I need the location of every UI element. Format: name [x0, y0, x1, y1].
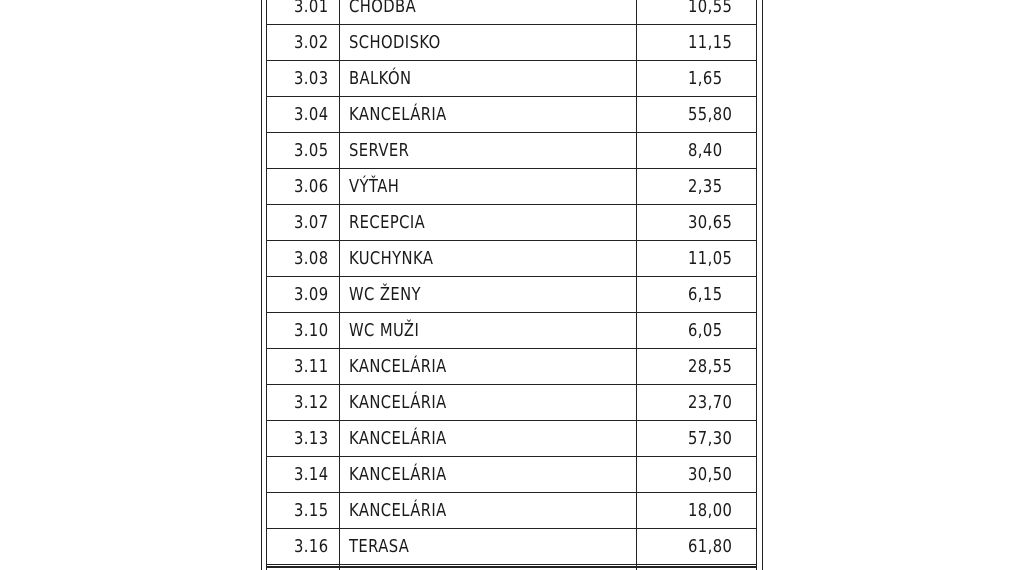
room-number: 3.06: [294, 176, 329, 197]
room-name: TERASA: [349, 536, 410, 557]
room-schedule-table: [266, 0, 757, 565]
room-area: 6,15: [688, 284, 723, 305]
room-area: 30,65: [688, 212, 733, 233]
table-row: [266, 529, 757, 565]
room-area: 28,55: [688, 356, 733, 377]
table-row: [266, 25, 757, 61]
room-number: 3.04: [294, 104, 329, 125]
room-number: 3.16: [294, 536, 329, 557]
room-name: KANCELÁRIA: [349, 500, 447, 521]
room-area: 61,80: [688, 536, 733, 557]
table-row: [266, 205, 757, 241]
room-area: 8,40: [688, 140, 723, 161]
room-area: 30,50: [688, 464, 733, 485]
room-number: 3.08: [294, 248, 329, 269]
room-number: 3.10: [294, 320, 329, 341]
room-number: 3.13: [294, 428, 329, 449]
room-name: KANCELÁRIA: [349, 392, 447, 413]
room-area: 57,30: [688, 428, 733, 449]
room-number: 3.11: [294, 356, 329, 377]
room-name: VÝŤAH: [349, 176, 400, 197]
room-number: 3.03: [294, 68, 329, 89]
outer-frame-left-line: [261, 0, 262, 570]
room-area: 11,05: [688, 248, 733, 269]
room-number: 3.15: [294, 500, 329, 521]
table-row: [266, 97, 757, 133]
table-row: [266, 313, 757, 349]
table-bottom-line: [266, 566, 757, 568]
table-row: [266, 493, 757, 529]
room-number: 3.02: [294, 32, 329, 53]
room-name: KANCELÁRIA: [349, 104, 447, 125]
outer-frame-right-line: [762, 0, 763, 570]
table-row: [266, 0, 757, 25]
room-area: 2,35: [688, 176, 723, 197]
table-row: [266, 277, 757, 313]
table-row: [266, 385, 757, 421]
room-name: WC MUŽI: [349, 320, 420, 341]
room-name: WC ŽENY: [349, 284, 421, 305]
room-area: 18,00: [688, 500, 733, 521]
room-area: 10,55: [688, 0, 733, 17]
room-number: 3.07: [294, 212, 329, 233]
room-number: 3.09: [294, 284, 329, 305]
room-area: 1,65: [688, 68, 723, 89]
room-area: 23,70: [688, 392, 733, 413]
table-row: [266, 421, 757, 457]
room-name: CHODBA: [349, 0, 417, 17]
room-name: RECEPCIA: [349, 212, 426, 233]
room-name: KUCHYNKA: [349, 248, 434, 269]
room-area: 11,15: [688, 32, 733, 53]
room-name: KANCELÁRIA: [349, 428, 447, 449]
table-row: [266, 241, 757, 277]
room-name: KANCELÁRIA: [349, 356, 447, 377]
room-number: 3.14: [294, 464, 329, 485]
room-name: SERVER: [349, 140, 410, 161]
table-row: [266, 133, 757, 169]
room-number: 3.12: [294, 392, 329, 413]
table-row: [266, 169, 757, 205]
room-area: 6,05: [688, 320, 723, 341]
room-number: 3.05: [294, 140, 329, 161]
room-area: 55,80: [688, 104, 733, 125]
room-name: SCHODISKO: [349, 32, 441, 53]
room-name: KANCELÁRIA: [349, 464, 447, 485]
room-number: 3.01: [294, 0, 329, 17]
room-name: BALKÓN: [349, 68, 412, 89]
table-row: [266, 61, 757, 97]
table-row: [266, 349, 757, 385]
table-row: [266, 457, 757, 493]
